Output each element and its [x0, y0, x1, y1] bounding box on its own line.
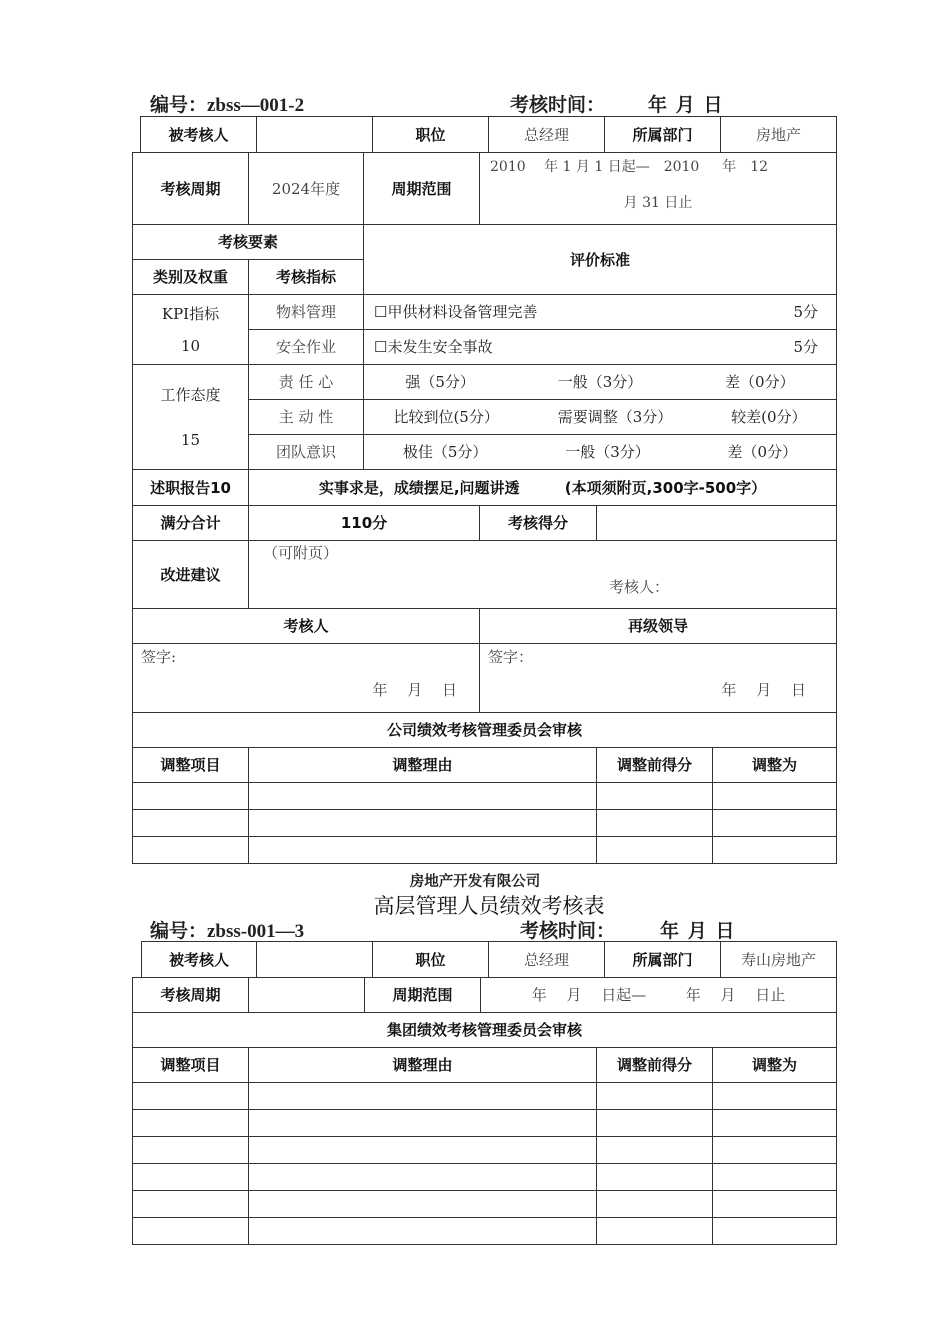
company-name: 房地产开发有限公司 — [409, 874, 541, 890]
report-text: 实事求是，成绩摆足,问题讲透 — [318, 478, 520, 497]
position-label: 职位 — [373, 117, 489, 153]
attitude-option[interactable]: 极佳（5分） — [402, 443, 488, 461]
adjust-header: 调整项目 — [133, 1048, 249, 1083]
attitude-option[interactable]: 一般（3分） — [565, 443, 650, 461]
form2-time-label: 考核时间： — [520, 921, 616, 942]
kpi-score: 5分 — [793, 303, 819, 321]
adjust-cell[interactable] — [597, 1218, 713, 1245]
dept-label: 所属部门 — [605, 117, 721, 153]
adjust-row — [133, 1191, 837, 1218]
report-note: (本项须附页,300字-500字） — [564, 478, 767, 497]
form2-info-row — [141, 941, 837, 978]
adjust-row — [133, 837, 837, 864]
improve-assessor: 考核人： — [609, 578, 670, 596]
adjust-header: 调整为 — [713, 1048, 837, 1083]
dept-value[interactable]: 房地产 — [721, 117, 837, 153]
adjust-cell[interactable] — [249, 837, 597, 864]
adjust-header: 调整理由 — [249, 748, 597, 783]
adjust-cell[interactable] — [133, 1110, 249, 1137]
sign-left-area[interactable] — [133, 644, 480, 713]
kpi-indicator: 安全作业 — [249, 330, 364, 365]
adjust-cell[interactable] — [597, 1083, 713, 1110]
kpi-standard-row — [364, 330, 837, 365]
form1-info-row — [140, 116, 837, 153]
position-value[interactable]: 总经理 — [489, 942, 605, 978]
form2-title: 高层管理人员绩效考核表 — [373, 894, 605, 918]
range-value[interactable]: 年 月 日起— 年 月 日止 — [481, 978, 837, 1013]
adjust-row — [133, 1164, 837, 1191]
assessee-value[interactable] — [257, 117, 373, 153]
form2-time-value: 年 月 日 — [660, 921, 735, 942]
position-label: 职位 — [373, 942, 489, 978]
kpi-score: 5分 — [793, 338, 819, 356]
total-label: 满分合计 — [133, 506, 249, 541]
form1-time-value: 年 月 日 — [648, 95, 723, 116]
attitude-options-row — [364, 400, 837, 435]
attitude-option[interactable]: 差（0分） — [727, 443, 798, 461]
kpi-category — [133, 295, 249, 365]
adjust-cell[interactable] — [597, 1191, 713, 1218]
adjust-cell[interactable] — [249, 1191, 597, 1218]
adjust-cell[interactable] — [249, 1137, 597, 1164]
attitude-category-name: 工作态度 — [160, 385, 221, 404]
adjust-cell[interactable] — [713, 1083, 837, 1110]
adjust-row — [133, 1218, 837, 1245]
adjust-header: 调整理由 — [249, 1048, 597, 1083]
form1-code: 编号：zbss—001-2 — [150, 95, 305, 116]
range-label: 周期范围 — [364, 153, 480, 225]
adjust-cell[interactable] — [713, 810, 837, 837]
adjust-cell[interactable] — [597, 1137, 713, 1164]
form2-main-table — [132, 977, 837, 1245]
committee-label: 集团绩效考核管理委员会审核 — [133, 1013, 837, 1048]
kpi-standard[interactable]: ☐甲供材料设备管理完善 — [374, 303, 538, 321]
adjust-cell[interactable] — [597, 837, 713, 864]
adjust-cell[interactable] — [249, 1083, 597, 1110]
attitude-option[interactable]: 差（0分） — [725, 373, 795, 391]
improve-content[interactable] — [249, 541, 837, 609]
attitude-option[interactable]: 需要调整（3分） — [557, 408, 673, 426]
assessee-label: 被考核人 — [141, 117, 257, 153]
score-label: 考核得分 — [480, 506, 597, 541]
adjust-cell[interactable] — [597, 1110, 713, 1137]
adjust-cell[interactable] — [133, 783, 249, 810]
sign-left-label: 签字: — [141, 648, 177, 666]
kpi-category-weight: 10 — [180, 336, 201, 355]
adjust-cell[interactable] — [133, 837, 249, 864]
adjust-cell[interactable] — [713, 1110, 837, 1137]
adjust-cell[interactable] — [597, 783, 713, 810]
adjust-row — [133, 810, 837, 837]
period-value[interactable] — [249, 978, 365, 1013]
adjust-cell[interactable] — [249, 1110, 597, 1137]
adjust-row — [133, 1083, 837, 1110]
sign-assessor-label: 考核人 — [133, 609, 480, 644]
total-value: 110分 — [249, 506, 480, 541]
category-label: 类别及权重 — [133, 260, 249, 295]
sign-leader-label: 再级领导 — [480, 609, 837, 644]
adjust-cell[interactable] — [249, 1218, 597, 1245]
range-line1: 2010 年 1 月 1 日起— 2010 年 12 — [490, 159, 769, 175]
adjust-cell[interactable] — [133, 1164, 249, 1191]
score-value[interactable] — [597, 506, 837, 541]
adjust-row — [133, 1137, 837, 1164]
kpi-category-name: KPI指标 — [161, 304, 220, 323]
adjust-cell[interactable] — [597, 1164, 713, 1191]
adjust-cell[interactable] — [713, 1164, 837, 1191]
adjust-cell[interactable] — [133, 1218, 249, 1245]
adjust-header: 调整项目 — [133, 748, 249, 783]
attitude-options-row — [364, 435, 837, 470]
attitude-category — [133, 365, 249, 470]
adjust-cell[interactable] — [713, 1137, 837, 1164]
attitude-options-row — [364, 365, 837, 400]
attitude-indicator: 责 任 心 — [249, 365, 364, 400]
adjust-cell[interactable] — [133, 1083, 249, 1110]
adjust-header: 调整前得分 — [597, 748, 713, 783]
attitude-indicator: 主 动 性 — [249, 400, 364, 435]
adjust-cell[interactable] — [597, 810, 713, 837]
form2-code: 编号：zbss-001—3 — [150, 921, 305, 942]
period-label: 考核周期 — [133, 153, 249, 225]
adjust-cell[interactable] — [713, 783, 837, 810]
adjust-cell[interactable] — [713, 1218, 837, 1245]
period-label: 考核周期 — [133, 978, 249, 1013]
report-content — [249, 470, 837, 506]
sign-right-date: 年 月 日 — [721, 681, 807, 699]
adjust-cell[interactable] — [133, 1137, 249, 1164]
attitude-option[interactable]: 强（5分） — [405, 373, 475, 391]
form1-time-label: 考核时间： — [510, 95, 606, 116]
attitude-indicator: 团队意识 — [249, 435, 364, 470]
range-value[interactable] — [480, 153, 837, 225]
adjust-cell[interactable] — [713, 837, 837, 864]
adjust-cell[interactable] — [713, 1191, 837, 1218]
adjust-row — [133, 1110, 837, 1137]
attitude-category-weight: 15 — [180, 430, 201, 449]
adjust-cell[interactable] — [249, 783, 597, 810]
assessee-label: 被考核人 — [142, 942, 257, 978]
adjust-row — [133, 783, 837, 810]
report-label: 述职报告10 — [133, 470, 249, 506]
adjust-cell[interactable] — [249, 1164, 597, 1191]
period-value[interactable]: 2024年度 — [249, 153, 364, 225]
criteria-label: 评价标准 — [364, 225, 837, 295]
improve-note: （可附页） — [263, 544, 339, 562]
position-value[interactable]: 总经理 — [489, 117, 605, 153]
dept-value[interactable]: 寿山房地产 — [721, 942, 837, 978]
range-label: 周期范围 — [365, 978, 481, 1013]
kpi-indicator: 物料管理 — [249, 295, 364, 330]
form1-main-table — [132, 152, 837, 864]
committee-label: 公司绩效考核管理委员会审核 — [133, 713, 837, 748]
adjust-cell[interactable] — [133, 1191, 249, 1218]
adjust-header: 调整为 — [713, 748, 837, 783]
sign-left-date: 年 月 日 — [372, 681, 457, 699]
adjust-cell[interactable] — [249, 810, 597, 837]
elements-label: 考核要素 — [133, 225, 364, 260]
indicator-label: 考核指标 — [249, 260, 364, 295]
improve-label: 改进建议 — [133, 541, 249, 609]
attitude-option[interactable]: 较差(0分） — [731, 408, 807, 426]
attitude-option[interactable]: 比较到位(5分） — [393, 408, 499, 426]
attitude-option[interactable]: 一般（3分） — [557, 373, 643, 391]
dept-label: 所属部门 — [605, 942, 721, 978]
range-line2: 月 31 日止 — [623, 195, 693, 211]
sign-right-label: 签字： — [488, 648, 534, 666]
kpi-standard-row — [364, 295, 837, 330]
assessee-value[interactable] — [257, 942, 373, 978]
adjust-cell[interactable] — [133, 810, 249, 837]
adjust-header: 调整前得分 — [597, 1048, 713, 1083]
kpi-standard[interactable]: ☐未发生安全事故 — [374, 338, 493, 356]
sign-right-area[interactable] — [480, 644, 837, 713]
